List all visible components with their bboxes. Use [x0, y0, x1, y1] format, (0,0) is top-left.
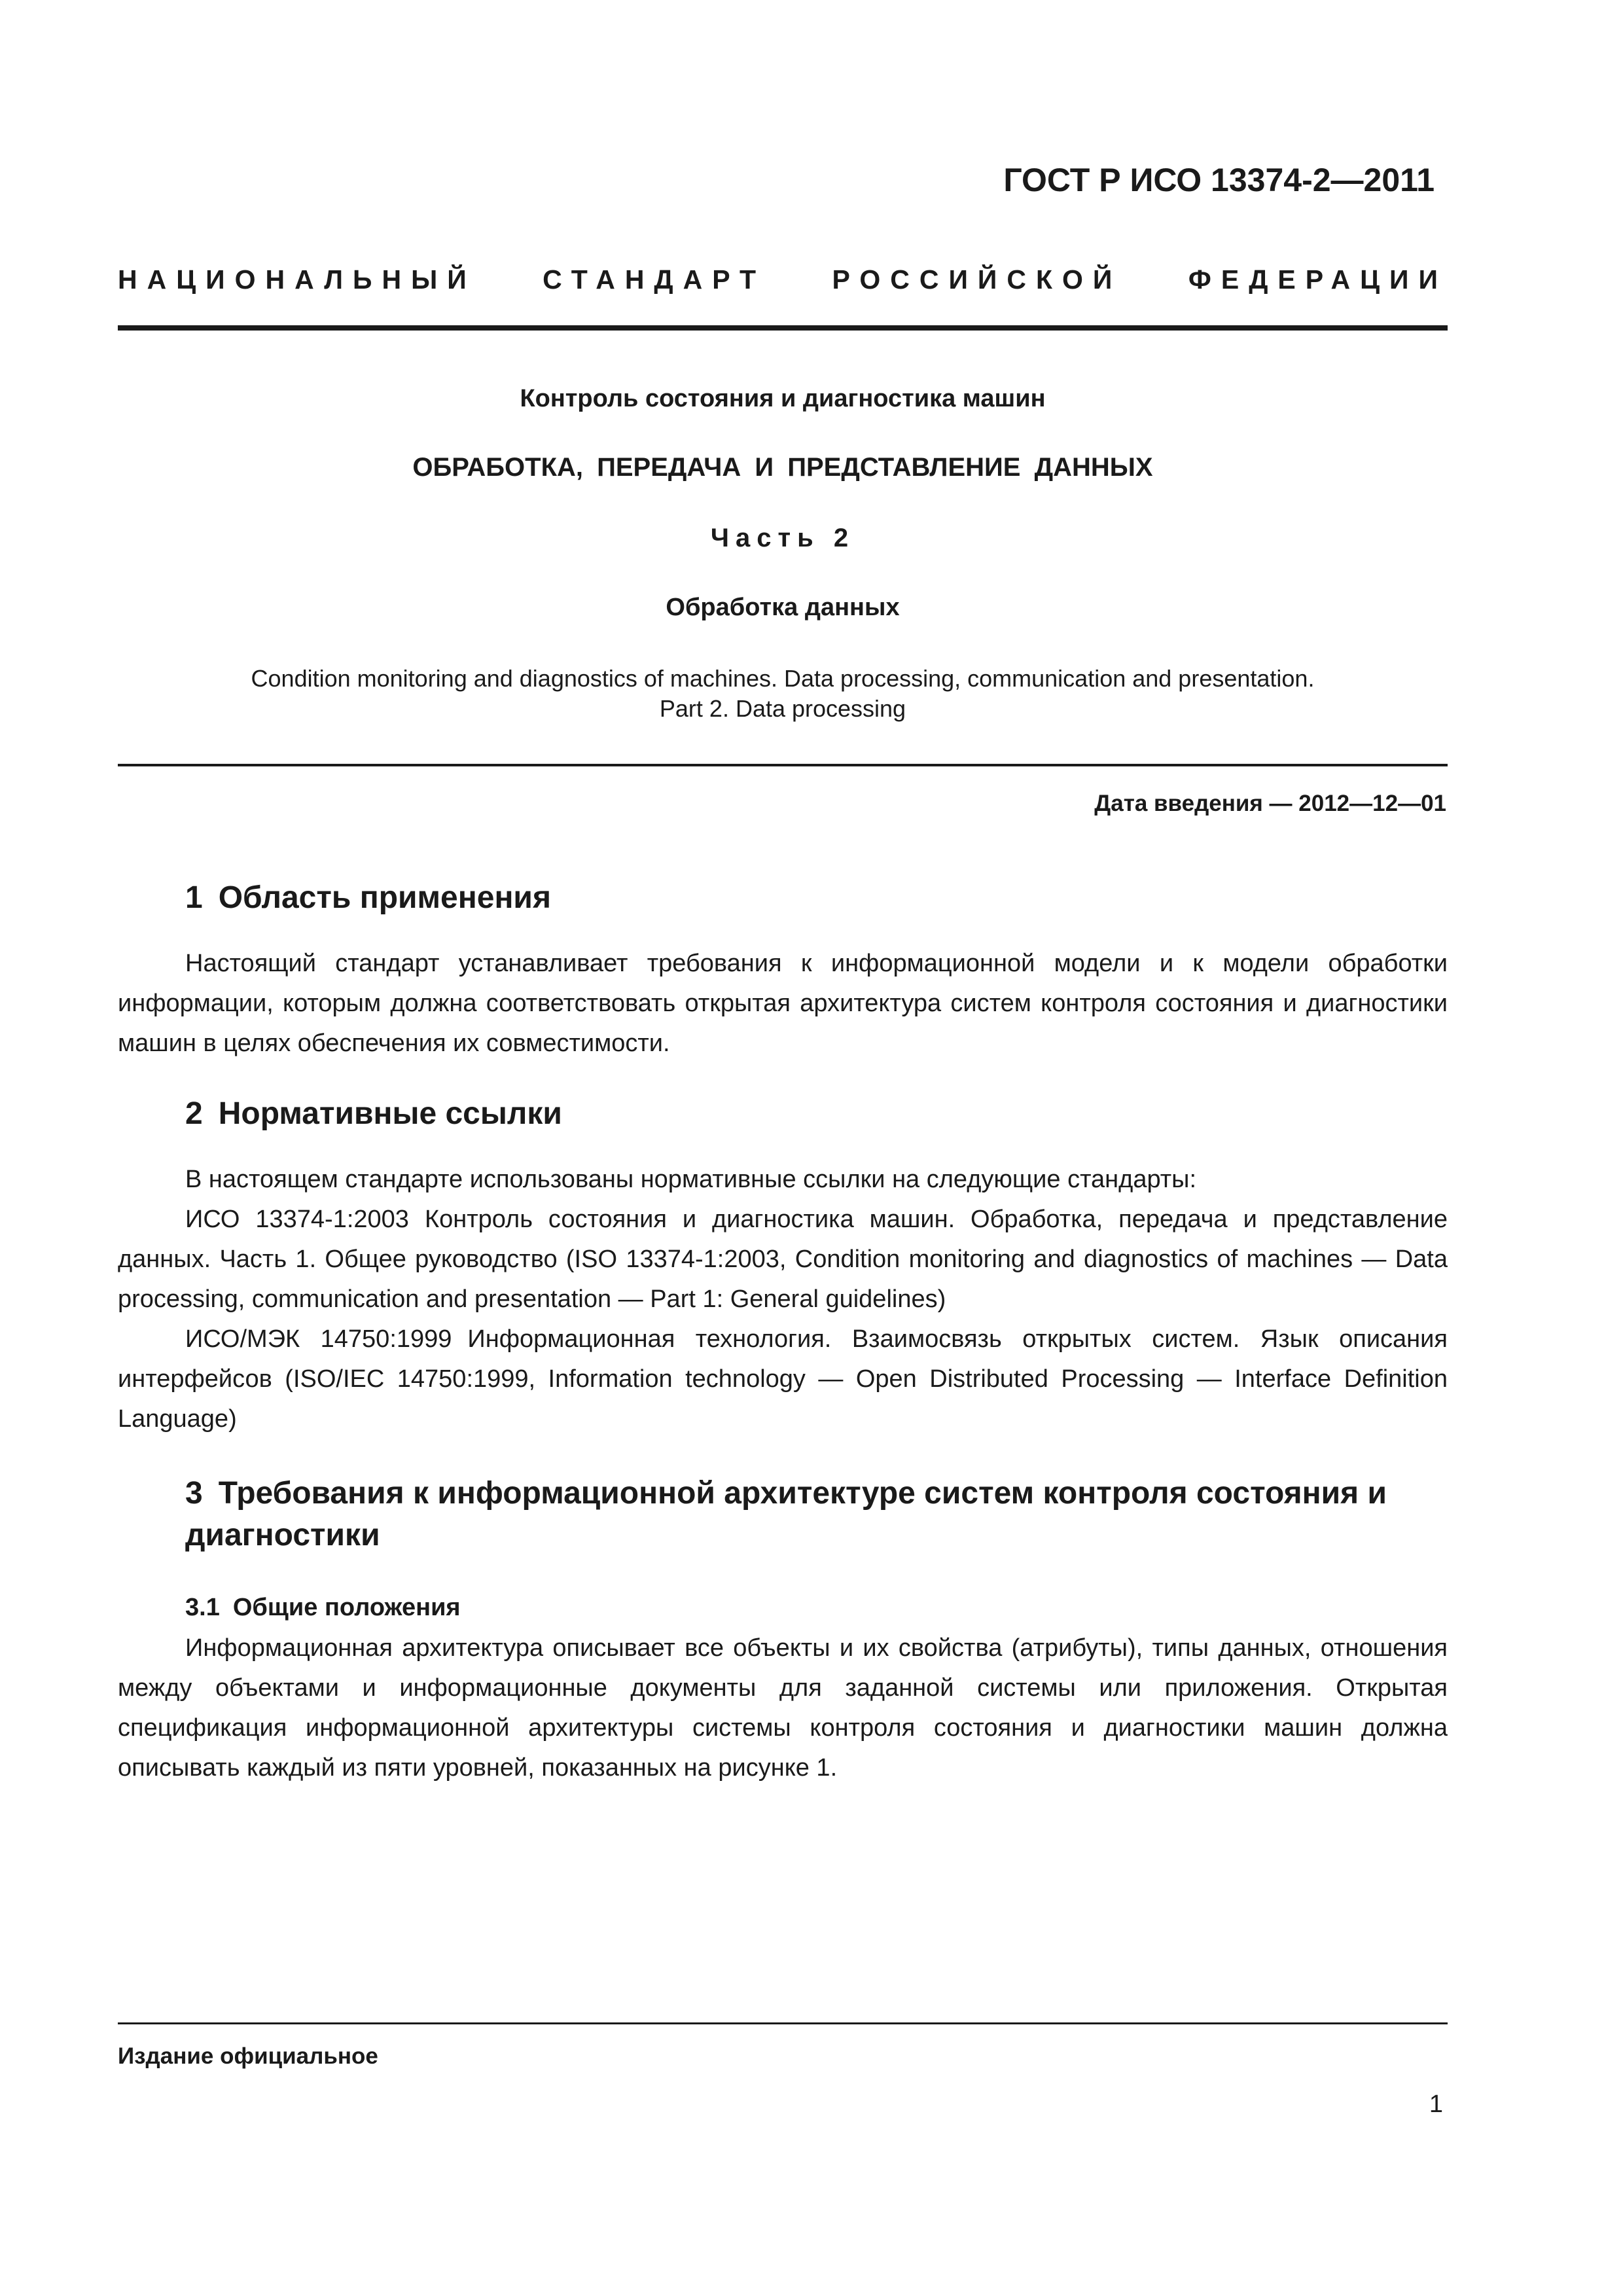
national-title-word: НАЦИОНАЛЬНЫЙ [118, 264, 476, 295]
reference-code: ИСО 13374-1:2003 [185, 1206, 409, 1233]
document-title-caps: ОБРАБОТКА, ПЕРЕДАЧА И ПРЕДСТАВЛЕНИЕ ДАННЫХ [412, 453, 1153, 482]
subsection-3-1-heading [185, 1594, 461, 1622]
section-number: 2 [185, 1096, 203, 1131]
section-2-intro: В настоящем стандарте использованы нормативные ссылки на следующие стандарты: [185, 1166, 1197, 1193]
introduction-date: Дата введения — 2012—12—01 [1094, 791, 1446, 816]
section-1-text: Настоящий стандарт устанавливает требования к информационной модели и к модели обработки информации, которым должна соответствовать открытая архитектура систем контроля состояния и диагностики машин в целях обеспечения их совместимости. [118, 950, 1448, 1057]
national-title-word: СТАНДАРТ [543, 264, 766, 295]
section-1-heading [185, 877, 1448, 919]
standard-designation: ГОСТ Р ИСО 13374-2—2011 [1003, 162, 1435, 198]
title-divider [118, 764, 1448, 766]
section-2-heading [185, 1093, 1448, 1135]
official-edition-label: Издание официальное [118, 2043, 378, 2069]
document-part: Часть 2 [710, 524, 855, 552]
national-title-word: ФЕДЕРАЦИИ [1188, 264, 1448, 295]
normative-reference [118, 1200, 1448, 1319]
section-title: Область применения [218, 880, 551, 915]
normative-reference [118, 1319, 1448, 1439]
section-3-heading [185, 1473, 1448, 1556]
section-number: 3 [185, 1476, 203, 1511]
reference-code: ИСО/МЭК 14750:1999 [185, 1325, 452, 1353]
english-title-line: Part 2. Data processing [659, 695, 906, 722]
subsection-3-1-text: Информационная архитектура описывает все объекты и их свойства (атрибуты), типы данных, отношения между объектами и информационные документы для заданной системы или приложения. Открытая спецификация информационной архитектуры системы контроля состояния и диагностики машин должна описывать каждый из пяти уровней, показанных на рисунке 1. [118, 1634, 1448, 1782]
subsection-title: Общие положения [232, 1594, 461, 1621]
document-title: Контроль состояния и диагностика машин [520, 385, 1046, 412]
reference-text: Контроль состояния и диагностика машин. Обработка, передача и представление данных. Часть 1. Общее руководство (ISO 13374-1:2003, Condition monitoring and diagnostics of machines — Data processing, communication and presentation — Part 1: General guidelines) [118, 1206, 1448, 1313]
section-title: Требования к информационной архитектуре систем контроля состояния и диагностики [185, 1476, 1387, 1552]
national-standard-title [118, 264, 1448, 295]
english-title [118, 664, 1448, 724]
section-number: 1 [185, 880, 203, 915]
english-title-line: Condition monitoring and diagnostics of machines. Data processing, communication and presentation. [251, 665, 1315, 692]
document-subtitle: Обработка данных [666, 594, 900, 621]
header-divider [118, 325, 1448, 331]
reference-text: Информационная технология. Взаимосвязь открытых систем. Язык описания интерфейсов (ISO/IEC 14750:1999, Information technology — Open Distributed Processing — Interface Definition Language) [118, 1325, 1448, 1433]
footer-divider [118, 2022, 1448, 2024]
national-title-word: РОССИЙСКОЙ [832, 264, 1122, 295]
page-number: 1 [1429, 2090, 1443, 2118]
subsection-number: 3.1 [185, 1594, 220, 1621]
section-title: Нормативные ссылки [218, 1096, 562, 1131]
